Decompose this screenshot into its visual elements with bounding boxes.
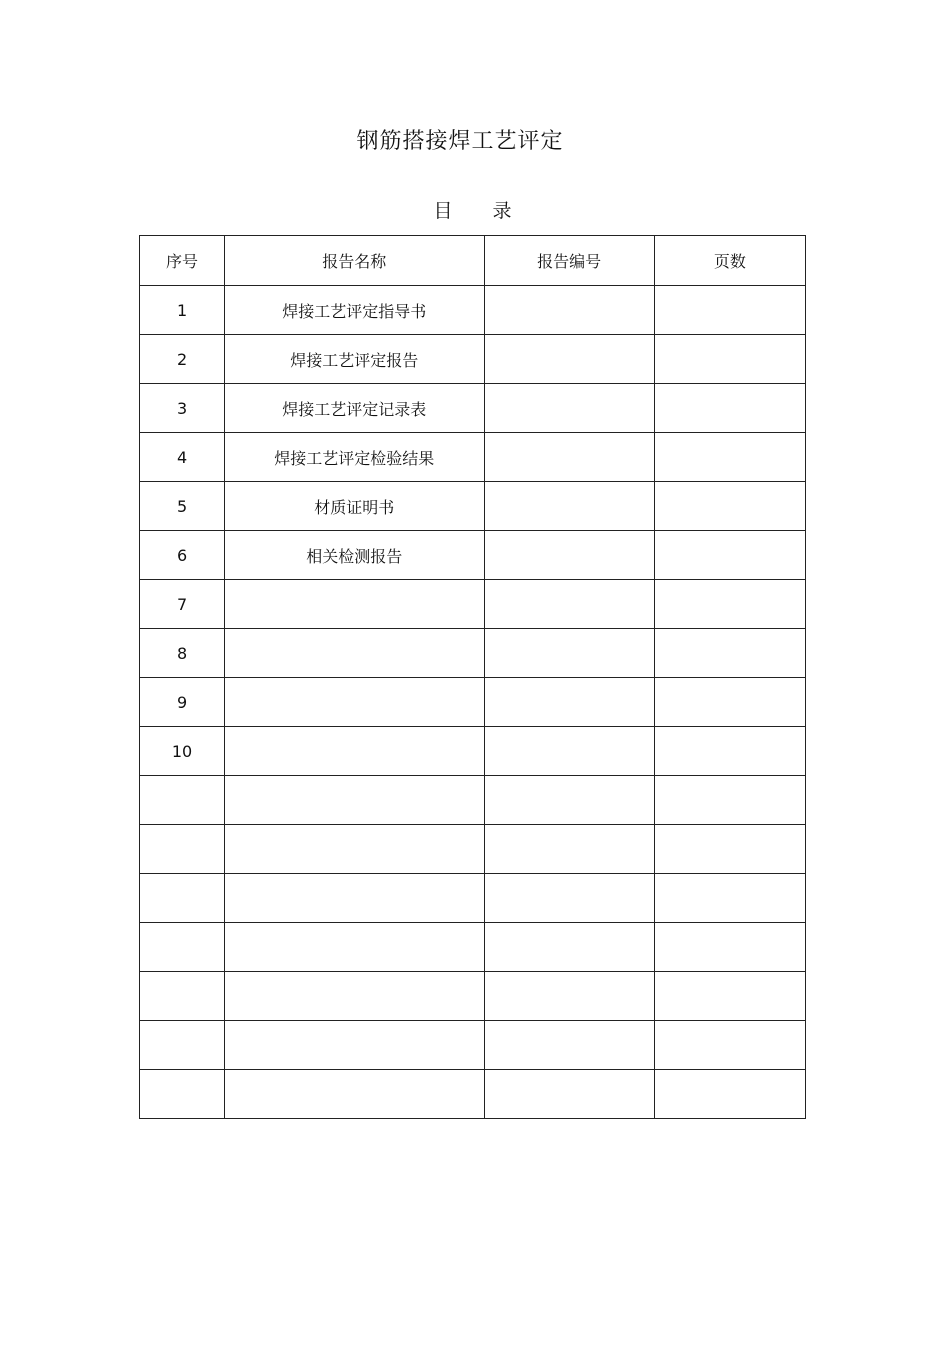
- table-row: [140, 678, 806, 727]
- cell-no: 1: [140, 286, 225, 335]
- cell-name: [225, 580, 484, 629]
- cell-code: [484, 531, 654, 580]
- cell-name: [225, 776, 484, 825]
- table-header-row: [140, 236, 806, 286]
- document-title: 钢筋搭接焊工艺评定: [356, 129, 564, 154]
- cell-name: [225, 678, 484, 727]
- cell-pages: [654, 727, 805, 776]
- table-row: [140, 923, 806, 972]
- cell-code: [484, 286, 654, 335]
- cell-pages: [654, 335, 805, 384]
- table-row: [140, 629, 806, 678]
- cell-name: [225, 825, 484, 874]
- cell-pages: [654, 580, 805, 629]
- cell-name: 焊接工艺评定报告: [225, 335, 484, 384]
- cell-code: [484, 1021, 654, 1070]
- cell-name: [225, 923, 484, 972]
- cell-no: [140, 1070, 225, 1119]
- cell-no: 5: [140, 482, 225, 531]
- table-row: [140, 482, 806, 531]
- cell-name: 相关检测报告: [225, 531, 484, 580]
- cell-name: [225, 727, 484, 776]
- cell-name: [225, 972, 484, 1021]
- cell-code: [484, 678, 654, 727]
- cell-name: [225, 629, 484, 678]
- cell-pages: [654, 972, 805, 1021]
- cell-no: [140, 874, 225, 923]
- cell-no: 10: [140, 727, 225, 776]
- header-pages: 页数: [654, 236, 805, 286]
- cell-code: [484, 776, 654, 825]
- cell-no: 4: [140, 433, 225, 482]
- cell-pages: [654, 286, 805, 335]
- cell-code: [484, 923, 654, 972]
- cell-no: [140, 776, 225, 825]
- cell-code: [484, 825, 654, 874]
- cell-name: [225, 1070, 484, 1119]
- table-row: [140, 286, 806, 335]
- cell-code: [484, 384, 654, 433]
- cell-pages: [654, 531, 805, 580]
- cell-code: [484, 629, 654, 678]
- cell-pages: [654, 482, 805, 531]
- table-row: [140, 874, 806, 923]
- cell-code: [484, 874, 654, 923]
- cell-code: [484, 1070, 654, 1119]
- table-row: [140, 825, 806, 874]
- cell-name: [225, 1021, 484, 1070]
- cell-pages: [654, 825, 805, 874]
- cell-pages: [654, 433, 805, 482]
- cell-pages: [654, 384, 805, 433]
- toc-heading-right: 录: [492, 200, 512, 222]
- cell-no: 3: [140, 384, 225, 433]
- table-row: [140, 1070, 806, 1119]
- cell-code: [484, 433, 654, 482]
- table-row: [140, 335, 806, 384]
- cell-name: 焊接工艺评定检验结果: [225, 433, 484, 482]
- cell-no: [140, 923, 225, 972]
- table-row: [140, 433, 806, 482]
- header-name: 报告名称: [225, 236, 484, 286]
- toc-table: [139, 235, 806, 1119]
- cell-pages: [654, 923, 805, 972]
- table-row: [140, 531, 806, 580]
- table-row: [140, 580, 806, 629]
- cell-code: [484, 972, 654, 1021]
- cell-code: [484, 482, 654, 531]
- cell-code: [484, 580, 654, 629]
- cell-pages: [654, 1021, 805, 1070]
- cell-no: 7: [140, 580, 225, 629]
- cell-pages: [654, 678, 805, 727]
- cell-no: [140, 972, 225, 1021]
- cell-name: 材质证明书: [225, 482, 484, 531]
- table-row: [140, 384, 806, 433]
- cell-pages: [654, 874, 805, 923]
- cell-name: 焊接工艺评定指导书: [225, 286, 484, 335]
- cell-name: 焊接工艺评定记录表: [225, 384, 484, 433]
- cell-code: [484, 727, 654, 776]
- cell-no: [140, 1021, 225, 1070]
- cell-pages: [654, 776, 805, 825]
- cell-no: 9: [140, 678, 225, 727]
- cell-pages: [654, 629, 805, 678]
- header-no: 序号: [140, 236, 225, 286]
- cell-code: [484, 335, 654, 384]
- table-row: [140, 727, 806, 776]
- table-row: [140, 1021, 806, 1070]
- cell-no: 8: [140, 629, 225, 678]
- toc-heading: [0, 196, 945, 223]
- cell-name: [225, 874, 484, 923]
- toc-heading-left: 目: [433, 200, 453, 222]
- table-row: [140, 776, 806, 825]
- cell-no: [140, 825, 225, 874]
- table-row: [140, 972, 806, 1021]
- header-code: 报告编号: [484, 236, 654, 286]
- cell-no: 2: [140, 335, 225, 384]
- cell-pages: [654, 1070, 805, 1119]
- cell-no: 6: [140, 531, 225, 580]
